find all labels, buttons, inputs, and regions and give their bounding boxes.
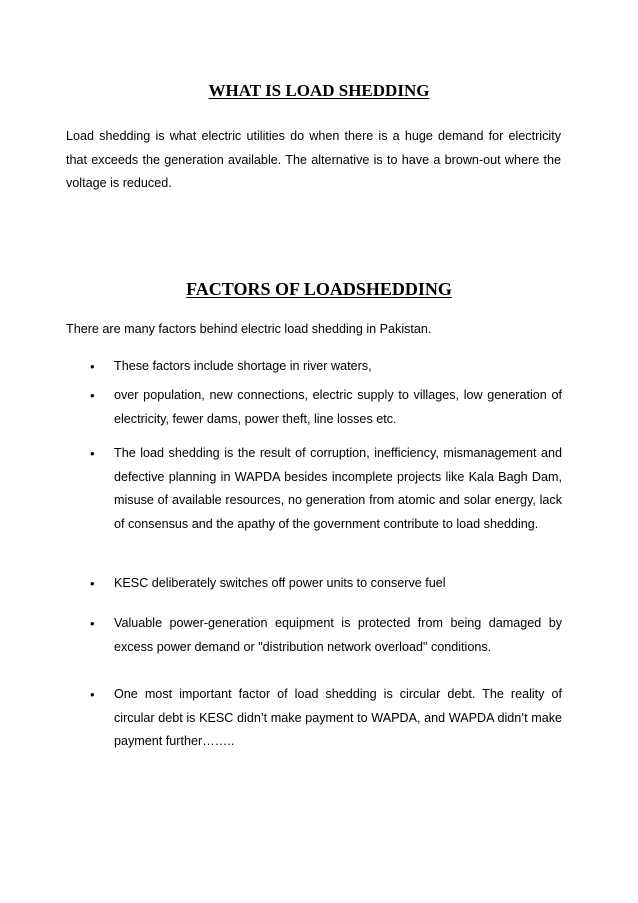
bullet-icon: • [90,446,95,461]
bullet-item [90,355,562,379]
bullet-icon: • [90,576,95,591]
bullet-text: over population, new connections, electric supply to villages, low generation of electricity, fewer dams, power theft, line losses etc. [114,388,562,426]
bullet-icon: • [90,616,95,631]
bullet-text: KESC deliberately switches off power units to conserve fuel [114,576,446,590]
page-title: WHAT IS LOAD SHEDDING [208,81,430,100]
bullet-text: These factors include shortage in river waters, [114,359,372,373]
bullet-icon: • [90,388,95,403]
bullet-text: One most important factor of load shedding is circular debt. The reality of circular debt is KESC didn’t make payment to WAPDA, and WAPDA didn’t make payment further…….. [114,687,562,748]
bullet-text: Valuable power-generation equipment is protected from being damaged by excess power demand or "distribution network overload" conditions. [114,616,562,654]
section-intro: There are many factors behind electric load shedding in Pakistan. [66,322,432,336]
bullet-item [90,612,562,659]
bullet-icon: • [90,359,95,374]
bullet-item [90,683,562,754]
bullet-item [90,442,562,536]
bullet-item [90,572,562,596]
bullet-item [90,384,562,431]
intro-paragraph: Load shedding is what electric utilities do when there is a huge demand for electricity that exceeds the generation available. The alternative is to have a brown-out where the voltage is reduced. [66,129,561,190]
section-heading: FACTORS OF LOADSHEDDING [186,279,452,299]
bullet-text: The load shedding is the result of corruption, inefficiency, mismanagement and defective planning in WAPDA besides incomplete projects like Kala Bagh Dam, misuse of available resources, no generation from atomic and solar energy, lack of consensus and the apathy of the government contribute to load shedding. [114,446,562,531]
bullet-icon: • [90,687,95,702]
